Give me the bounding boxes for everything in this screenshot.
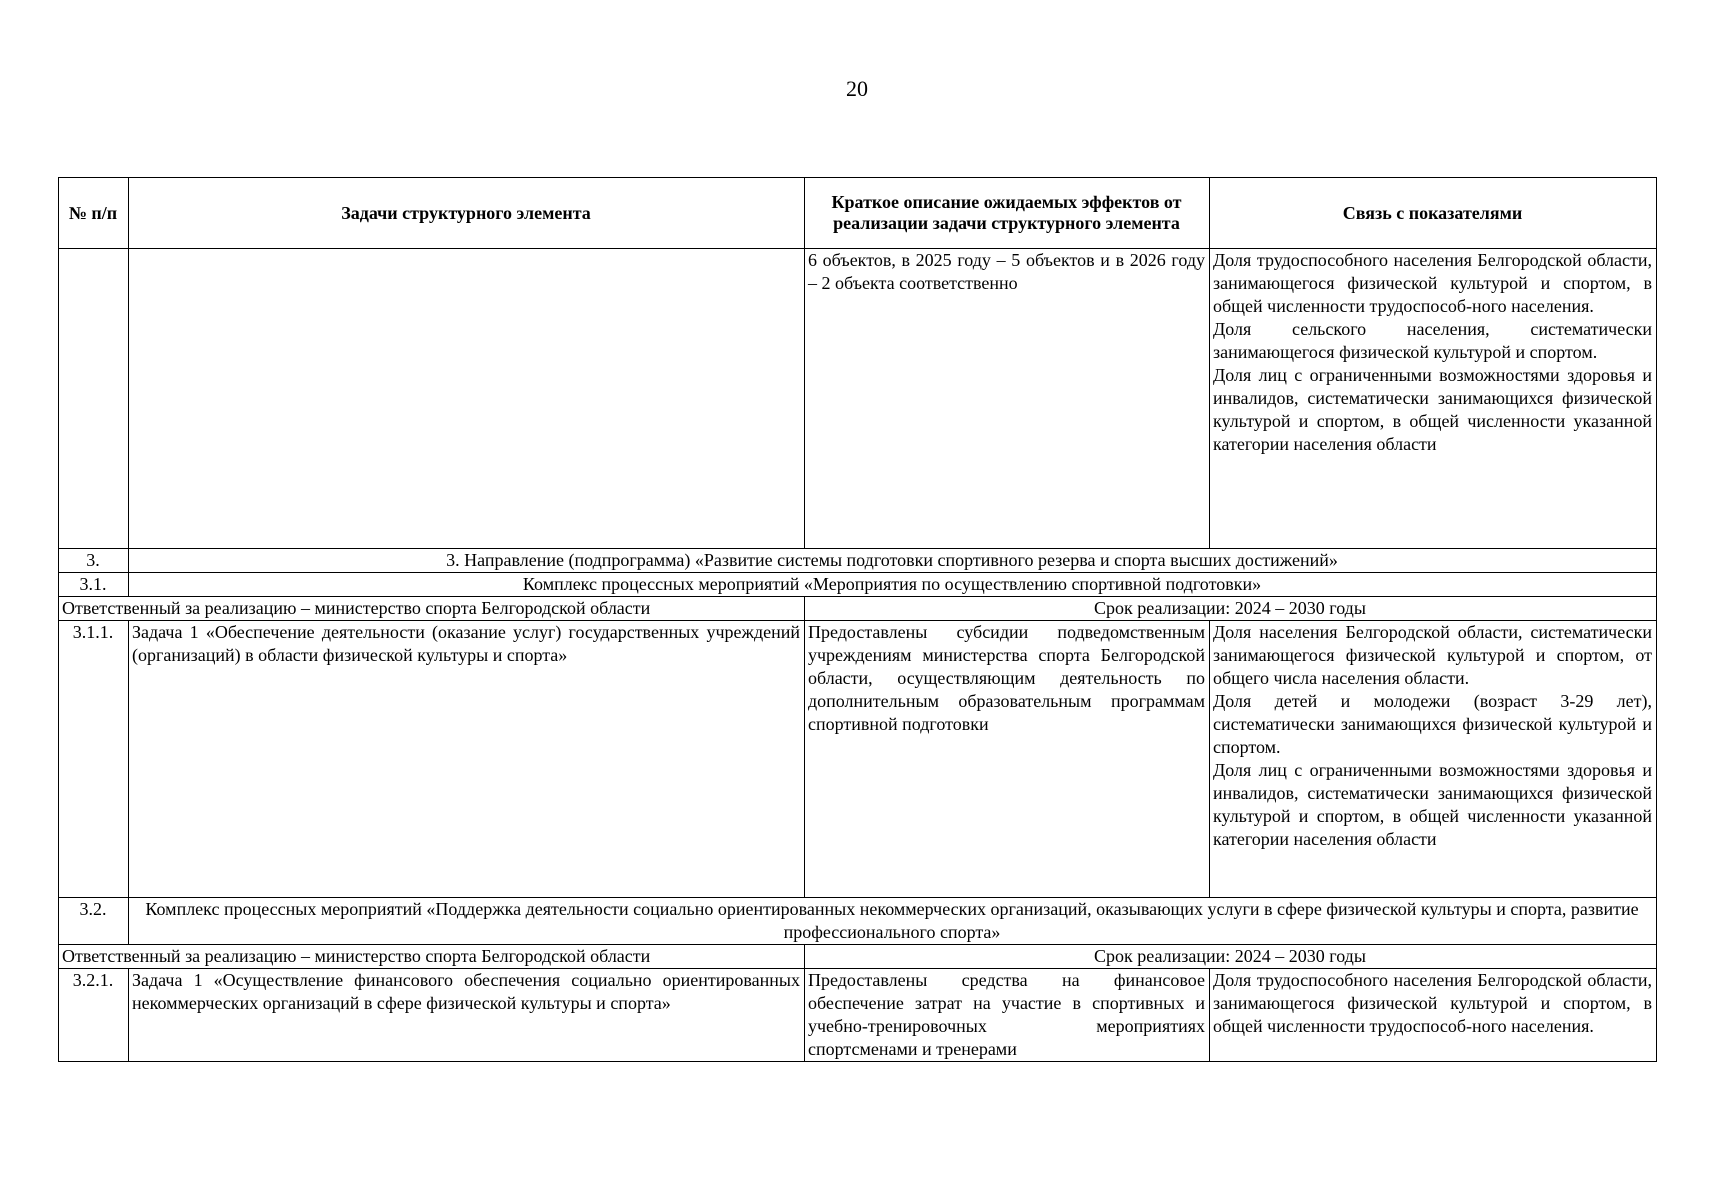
structural-element-table xyxy=(58,177,1657,1062)
indicators-cell xyxy=(1210,621,1657,898)
table-row-responsible-3-2 xyxy=(59,945,1657,969)
header-num: № п/п xyxy=(59,178,129,249)
indicator-text: Доля трудоспособного населения Белгородской области, занимающегося физической культурой и спортом, в общей численности трудоспособ-ного населения. xyxy=(1213,970,1652,1036)
indicator-text: Доля детей и молодежи (возраст 3-29 лет), систематически занимающихся физической культурой и спортом. xyxy=(1213,691,1652,757)
row-number: 3.2. xyxy=(59,898,129,945)
header-indicators: Связь с показателями xyxy=(1210,178,1657,249)
page-number: 20 xyxy=(846,76,868,101)
header-effects: Краткое описание ожидаемых эффектов от реализации задачи структурного элемента xyxy=(805,178,1210,249)
table-row-direction-3 xyxy=(59,549,1657,573)
effect-cell: Предоставлены субсидии подведомственным учреждениям министерства спорта Белгородской области, осуществляющим деятельность по дополнительным образовательным программам спортивной подготовки xyxy=(805,621,1210,898)
task-cell: Задача 1 «Осуществление финансового обеспечения социально ориентированных некоммерческих организаций в сфере физической культуры и спорта» xyxy=(129,969,805,1062)
header-tasks: Задачи структурного элемента xyxy=(129,178,805,249)
effect-cell: 6 объектов, в 2025 году – 5 объектов и в 2026 году – 2 объекта соответственно xyxy=(805,249,1210,549)
responsible-text: Ответственный за реализацию – министерство спорта Белгородской области xyxy=(59,597,805,621)
complex-title: Комплекс процессных мероприятий «Поддержка деятельности социально ориентированных некоммерческих организаций, оказывающих услуги в сфере физической культуры и спорта, развитие профессионального спорта» xyxy=(129,898,1657,945)
complex-title: Комплекс процессных мероприятий «Мероприятия по осуществлению спортивной подготовки» xyxy=(129,573,1657,597)
row-number: 3.1. xyxy=(59,573,129,597)
direction-title: 3. Направление (подпрограмма) «Развитие системы подготовки спортивного резерва и спорта высших достижений» xyxy=(129,549,1657,573)
indicators-cell xyxy=(1210,249,1657,549)
responsible-text: Ответственный за реализацию – министерство спорта Белгородской области xyxy=(59,945,805,969)
table-row-complex-3-1 xyxy=(59,573,1657,597)
term-text: Срок реализации: 2024 – 2030 годы xyxy=(805,945,1657,969)
indicator-text: Доля сельского населения, систематически занимающегося физической культурой и спортом. xyxy=(1213,319,1652,362)
indicator-text: Доля лиц с ограниченными возможностями здоровья и инвалидов, систематически занимающихся физической культурой и спортом, в общей численности указанной категории населения области xyxy=(1213,760,1652,849)
term-text: Срок реализации: 2024 – 2030 годы xyxy=(805,597,1657,621)
effect-cell: Предоставлены средства на финансовое обеспечение затрат на участие в спортивных и учебно-тренировочных мероприятиях спортсменами и тренерами xyxy=(805,969,1210,1062)
indicators-cell xyxy=(1210,969,1657,1062)
task-cell: Задача 1 «Обеспечение деятельности (оказание услуг) государственных учреждений (организаций) в области физической культуры и спорта» xyxy=(129,621,805,898)
table-row-task-3-2-1 xyxy=(59,969,1657,1062)
row-number: 3. xyxy=(59,549,129,573)
indicator-text: Доля трудоспособного населения Белгородской области, занимающегося физической культурой и спортом, в общей численности трудоспособ-ного населения. xyxy=(1213,250,1652,316)
indicator-text: Доля лиц с ограниченными возможностями здоровья и инвалидов, систематически занимающихся физической культурой и спортом, в общей численности указанной категории населения области xyxy=(1213,365,1652,454)
table-header-row xyxy=(59,178,1657,249)
row-number: 3.2.1. xyxy=(59,969,129,1062)
table-row-continuation xyxy=(59,249,1657,549)
row-number xyxy=(59,249,129,549)
row-number: 3.1.1. xyxy=(59,621,129,898)
task-cell xyxy=(129,249,805,549)
table-row-complex-3-2 xyxy=(59,898,1657,945)
indicator-text: Доля населения Белгородской области, систематически занимающегося физической культурой и спортом, от общего числа населения области. xyxy=(1213,622,1652,688)
table-row-responsible-3-1 xyxy=(59,597,1657,621)
table-row-task-3-1-1 xyxy=(59,621,1657,898)
